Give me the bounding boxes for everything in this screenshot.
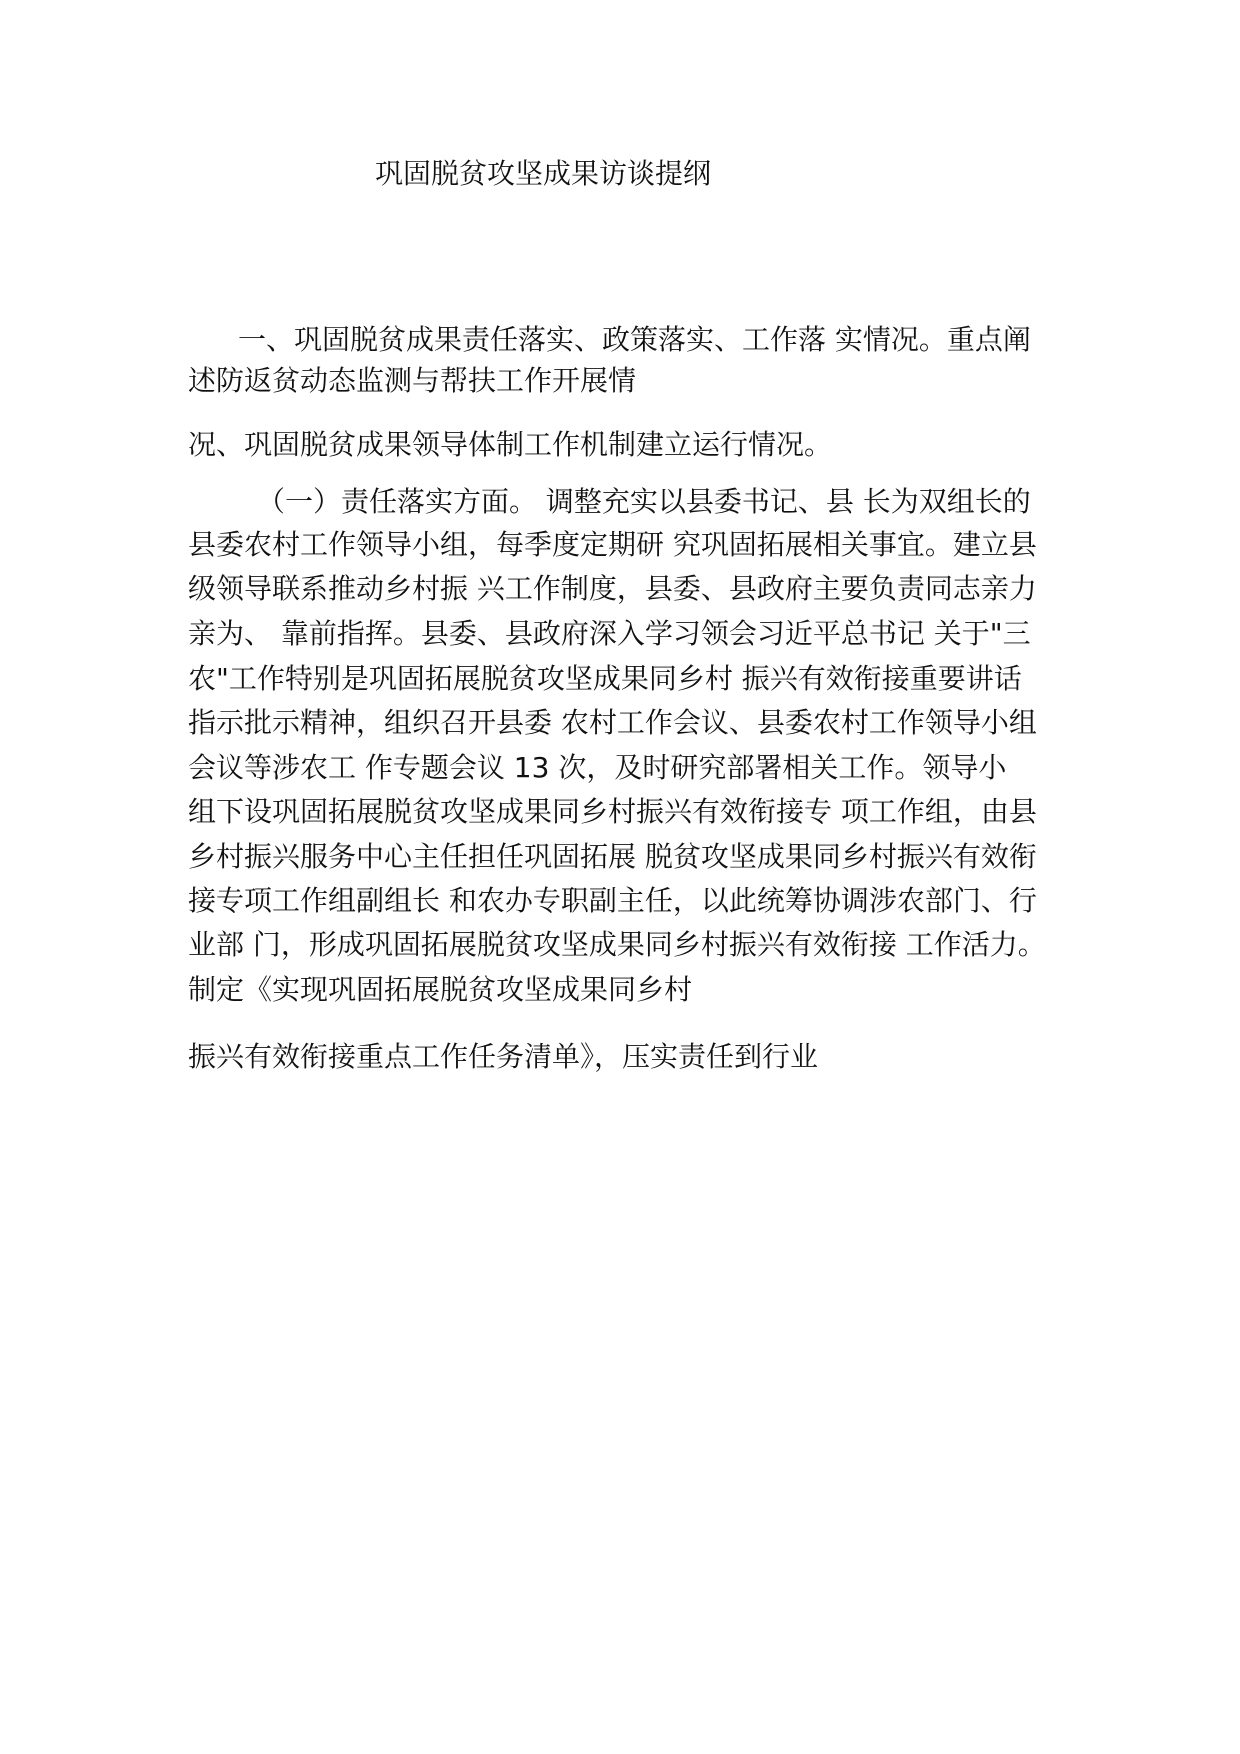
text-line-15: 制定《实现巩固拓展脱贫攻坚成果同乡村: [188, 973, 693, 1006]
text-line-1: 一、巩固脱贫成果责任落实、政策落实、工作落 实情况。重点阐: [238, 323, 1031, 356]
text-line-7: 亲为、 靠前指挥。县委、县政府深入学习领会习近平总书记 关于"三: [188, 617, 1031, 650]
document-title: 巩固脱贫攻坚成果访谈提纲: [375, 157, 712, 190]
text-line-8: 农"工作特别是巩固拓展脱贫攻坚成果同乡村 振兴有效衔接重要讲话: [188, 662, 1022, 695]
text-line-2: 述防返贫动态监测与帮扶工作开展情: [188, 364, 637, 397]
text-line-12: 乡村振兴服务中心主任担任巩固拓展 脱贫攻坚成果同乡村振兴有效衔: [188, 840, 1037, 873]
text-line-13: 接专项工作组副组长 和农办专职副主任，以此统筹协调涉农部门、行: [188, 884, 1037, 917]
text-line-14: 业部 门，形成巩固拓展脱贫攻坚成果同乡村振兴有效衔接 工作活力。: [188, 928, 1046, 961]
text-line-11: 组下设巩固拓展脱贫攻坚成果同乡村振兴有效衔接专 项工作组，由县: [188, 795, 1037, 828]
text-line-16: 振兴有效衔接重点工作任务清单》，压实责任到行业: [188, 1040, 819, 1073]
text-line-3: 况、巩固脱贫成果领导体制工作机制建立运行情况。: [188, 428, 833, 461]
text-line-6: 级领导联系推动乡村振 兴工作制度，县委、县政府主要负责同志亲力: [188, 572, 1037, 605]
text-line-9: 指示批示精神，组织召开县委 农村工作会议、县委农村工作领导小组: [188, 706, 1037, 739]
text-line-10: 会议等涉农工 作专题会议 13 次，及时研究部署相关工作。领导小: [188, 751, 1007, 784]
text-line-5: 县委农村工作领导小组，每季度定期研 究巩固拓展相关事宜。建立县: [188, 528, 1037, 561]
text-line-4: （一）责任落实方面。 调整充实以县委书记、县 长为双组长的: [257, 485, 1031, 518]
